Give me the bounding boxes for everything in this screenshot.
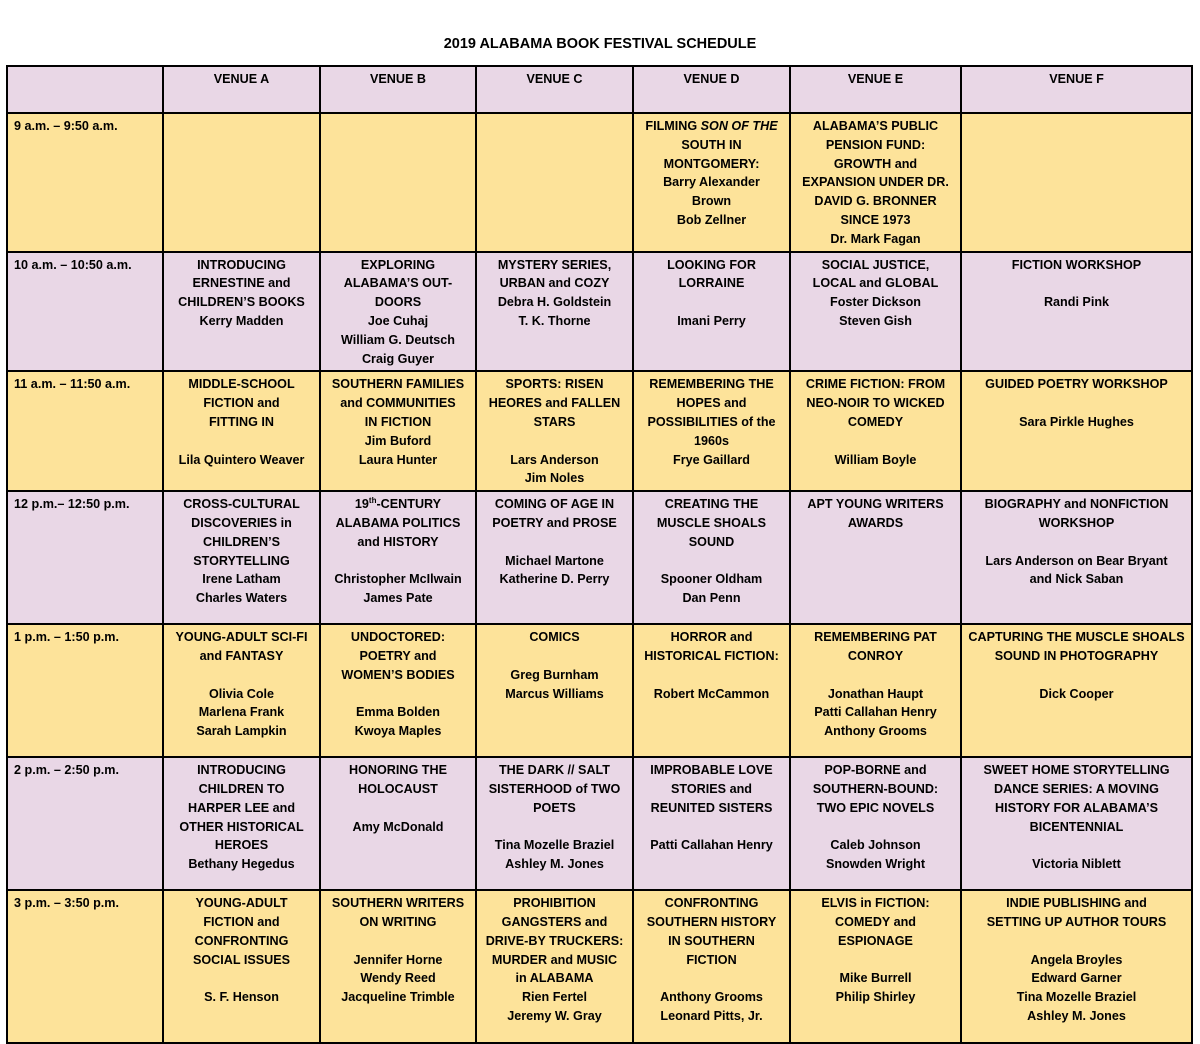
time-slot-cell: 10 a.m. – 10:50 a.m. <box>7 252 163 372</box>
session-line: URBAN and COZY <box>499 276 610 291</box>
schedule-row <box>7 890 1192 1043</box>
session-line: COMEDY and <box>835 914 916 929</box>
session-line: MURDER and MUSIC <box>491 952 618 967</box>
header-row <box>7 66 1192 113</box>
session-line: Kwoya Maples <box>354 724 442 739</box>
session-line: and Nick Saban <box>1029 572 1124 587</box>
session-line: COMEDY <box>847 414 904 429</box>
session-cell <box>163 890 320 1043</box>
session-line <box>638 969 785 988</box>
session-line: Irene Latham <box>202 572 281 587</box>
session-line: COMICS <box>529 630 580 645</box>
session-line: SWEET HOME STORYTELLING <box>983 763 1170 778</box>
session-line: SOUND IN PHOTOGRAPHY <box>994 648 1159 663</box>
session-line: Olivia Cole <box>208 686 275 701</box>
session-line: Marcus Williams <box>505 686 604 701</box>
venue-header: VENUE F <box>961 66 1192 113</box>
session-line <box>966 274 1187 293</box>
session-line: YOUNG-ADULT SCI-FI <box>175 630 308 645</box>
session-line: and FANTASY <box>199 648 284 663</box>
session-line: Charles Waters <box>195 591 288 606</box>
session-line: Randi Pink <box>1043 295 1110 310</box>
session-line: POETRY and PROSE <box>492 515 617 530</box>
session-line: Frye Gaillard <box>673 452 750 467</box>
session-line: SISTERHOOD of TWO <box>488 781 621 796</box>
session-line: BICENTENNIAL <box>1029 819 1124 834</box>
session-line: DISCOVERIES in <box>191 515 292 530</box>
session-line: DRIVE-BY TRUCKERS: <box>485 933 624 948</box>
session-line: Greg Burnham <box>510 667 599 682</box>
session-line: in ALABAMA <box>515 971 594 986</box>
session-line: Lars Anderson on Bear Bryant <box>985 553 1168 568</box>
session-line: CROSS-CULTURAL <box>183 497 300 512</box>
session-line: GROWTH and <box>833 156 918 171</box>
session-line: NEO-NOIR TO WICKED <box>806 396 945 411</box>
session-cell <box>476 252 633 372</box>
session-line: Wendy Reed <box>360 971 436 986</box>
session-cell <box>961 371 1192 491</box>
session-cell <box>163 113 320 252</box>
session-line: TWO EPIC NOVELS <box>816 800 935 815</box>
schedule-table <box>6 65 1193 1044</box>
session-line: WOMEN’S BODIES <box>341 667 455 682</box>
session-line: THE DARK // SALT <box>498 763 610 778</box>
session-cell <box>163 491 320 624</box>
session-line <box>168 666 315 685</box>
session-cell <box>163 371 320 491</box>
session-line: POSSIBILITIES of the <box>647 414 776 429</box>
session-line: Foster Dickson <box>830 295 921 310</box>
session-line: CHILDREN TO <box>198 781 285 796</box>
session-line: LORRAINE <box>678 276 745 291</box>
session-cell <box>961 491 1192 624</box>
session-line: Lila Quintero Weaver <box>178 452 305 467</box>
session-line: HISTORY FOR ALABAMA’S <box>994 800 1159 815</box>
session-line: HEORES and FALLEN <box>488 396 621 411</box>
session-line: POP-BORNE and <box>824 763 927 778</box>
session-line: REUNITED SISTERS <box>650 800 773 815</box>
session-cell <box>961 252 1192 372</box>
venue-header: VENUE D <box>633 66 790 113</box>
session-line: CREATING THE <box>664 497 759 512</box>
session-line: Dan Penn <box>682 591 741 606</box>
session-cell <box>476 113 633 252</box>
session-line: REMEMBERING PAT <box>814 630 937 645</box>
session-line: Imani Perry <box>677 313 746 328</box>
session-line: GUIDED POETRY WORKSHOP <box>985 377 1168 392</box>
session-line: Spooner Oldham <box>660 572 763 587</box>
session-line: DANCE SERIES: A MOVING <box>994 781 1159 796</box>
session-line: Sarah Lampkin <box>196 724 287 739</box>
session-line: PROHIBITION <box>513 896 596 911</box>
session-line: POETRY and <box>359 648 437 663</box>
session-line: SOUTHERN HISTORY <box>646 914 777 929</box>
session-line: Lars Anderson <box>510 452 599 467</box>
session-cell <box>790 890 961 1043</box>
session-line: OTHER HISTORICAL <box>179 819 304 834</box>
session-cell <box>476 757 633 890</box>
session-line: APT YOUNG WRITERS <box>807 497 944 512</box>
session-line: and HISTORY <box>357 534 439 549</box>
session-line <box>638 552 785 571</box>
session-line: IN FICTION <box>364 414 432 429</box>
session-line: Marlena Frank <box>198 705 285 720</box>
schedule-row <box>7 252 1192 372</box>
page-title: 2019 ALABAMA BOOK FESTIVAL SCHEDULE <box>443 36 757 52</box>
session-line: Edward Garner <box>1031 971 1122 986</box>
session-line <box>795 666 956 685</box>
session-cell <box>320 890 476 1043</box>
session-line: GANGSTERS and <box>501 914 608 929</box>
session-line: Amy McDonald <box>352 819 444 834</box>
session-line: MONTGOMERY: <box>663 156 760 171</box>
session-line: FICTION WORKSHOP <box>1011 257 1142 272</box>
session-line: AWARDS <box>847 515 904 530</box>
time-slot-cell: 1 p.m. – 1:50 p.m. <box>7 624 163 757</box>
session-text: 19 <box>354 497 369 512</box>
session-line: Jacqueline Trimble <box>341 990 455 1005</box>
session-line: Barry Alexander <box>663 175 760 190</box>
session-line <box>325 932 471 951</box>
session-line: Sara Pirkle Hughes <box>1019 414 1134 429</box>
session-line: Jeremy W. Gray <box>507 1008 602 1023</box>
session-line: YOUNG-ADULT <box>195 896 288 911</box>
schedule-row <box>7 371 1192 491</box>
session-cell <box>633 757 790 890</box>
session-line: Christopher McIlwain <box>334 572 462 587</box>
session-line: Brown <box>691 194 732 209</box>
session-line: UNDOCTORED: <box>350 630 446 645</box>
session-line: Ashley M. Jones <box>505 857 604 872</box>
session-line: T. K. Thorne <box>518 313 591 328</box>
session-line: Tina Mozelle Braziel <box>1016 990 1137 1005</box>
session-cell <box>476 890 633 1043</box>
session-cell <box>163 624 320 757</box>
session-line: Debra H. Goldstein <box>497 295 612 310</box>
session-cell <box>633 371 790 491</box>
session-line: CONFRONTING <box>664 896 759 911</box>
session-line: HOPES and <box>676 396 747 411</box>
session-line: MIDDLE-SCHOOL <box>188 377 295 392</box>
session-line: IN SOUTHERN <box>668 933 755 948</box>
session-line: Kerry Madden <box>199 313 284 328</box>
session-line: COMING OF AGE IN <box>494 497 615 512</box>
session-line: Jonathan Haupt <box>827 686 924 701</box>
session-cell <box>476 624 633 757</box>
schedule-row <box>7 113 1192 252</box>
session-line: Mike Burrell <box>839 971 912 986</box>
session-cell <box>163 757 320 890</box>
session-line: CRIME FICTION: FROM <box>805 377 946 392</box>
session-line: ESPIONAGE <box>838 933 913 948</box>
session-line: Patti Callahan Henry <box>814 705 937 720</box>
session-line <box>325 685 471 704</box>
session-line: HISTORICAL FICTION: <box>644 648 779 663</box>
session-line: Patti Callahan Henry <box>650 838 773 853</box>
session-cell <box>476 371 633 491</box>
session-line: Snowden Wright <box>825 857 926 872</box>
session-line: Anthony Grooms <box>824 724 927 739</box>
session-line <box>795 432 956 451</box>
session-line <box>481 533 628 552</box>
session-line <box>481 432 628 451</box>
session-line: Philip Shirley <box>835 990 916 1005</box>
session-cell <box>790 371 961 491</box>
session-line: SOCIAL JUSTICE, <box>821 257 930 272</box>
session-line: INTRODUCING <box>197 763 286 778</box>
session-line: Leonard Pitts, Jr. <box>660 1008 763 1023</box>
session-text: -CENTURY <box>376 497 442 512</box>
session-line: SON OF THE <box>700 119 778 133</box>
session-line: Dr. Mark Fagan <box>830 231 921 246</box>
session-line <box>481 647 628 666</box>
session-line: STARS <box>533 414 576 429</box>
session-line: CONROY <box>847 648 904 663</box>
session-line: SINCE 1973 <box>840 212 911 227</box>
session-cell <box>320 757 476 890</box>
session-cell <box>320 371 476 491</box>
session-line: Jim Noles <box>524 471 585 486</box>
session-cell <box>633 890 790 1043</box>
session-line: William Boyle <box>834 452 917 467</box>
schedule-row <box>7 757 1192 890</box>
session-cell <box>790 757 961 890</box>
session-line: DOORS <box>374 295 422 310</box>
session-cell <box>961 757 1192 890</box>
session-line: 1960s <box>693 433 730 448</box>
time-slot-cell: 11 a.m. – 11:50 a.m. <box>7 371 163 491</box>
session-cell <box>790 252 961 372</box>
session-line: FITTING IN <box>208 414 275 429</box>
session-line: CONFRONTING <box>194 933 289 948</box>
session-line: INDIE PUBLISHING and <box>1006 896 1147 911</box>
session-line: HORROR and <box>670 630 753 645</box>
session-line <box>795 818 956 837</box>
session-line: ELVIS in FICTION: <box>821 896 930 911</box>
session-line: HARPER LEE and <box>187 800 296 815</box>
session-line: EXPLORING <box>360 257 436 272</box>
header-corner-cell <box>7 66 163 113</box>
session-line: Steven Gish <box>839 313 912 328</box>
session-line: Tina Mozelle Braziel <box>494 838 615 853</box>
venue-header: VENUE C <box>476 66 633 113</box>
session-line <box>966 394 1187 413</box>
session-line: IMPROBABLE LOVE <box>650 763 773 778</box>
session-line: LOOKING FOR <box>667 257 756 272</box>
session-line: DAVID G. BRONNER <box>814 194 937 209</box>
session-line: STORYTELLING <box>193 553 290 568</box>
session-line: PENSION FUND: <box>825 137 926 152</box>
session-cell <box>633 624 790 757</box>
session-line: SOUTHERN-BOUND: <box>812 781 939 796</box>
session-line: CAPTURING THE MUSCLE SHOALS <box>968 630 1185 645</box>
session-line <box>795 951 956 970</box>
session-line: FICTION and <box>203 396 280 411</box>
session-cell <box>961 624 1192 757</box>
venue-header: VENUE E <box>790 66 961 113</box>
session-cell <box>320 113 476 252</box>
session-line <box>325 799 471 818</box>
time-slot-cell: 9 a.m. – 9:50 a.m. <box>7 113 163 252</box>
session-line <box>966 533 1187 552</box>
session-line: ALABAMA’S PUBLIC <box>812 119 939 133</box>
session-line: Jim Buford <box>364 433 432 448</box>
session-line: CHILDREN’S <box>203 534 280 549</box>
session-line: Michael Martone <box>505 553 604 568</box>
session-line: LOCAL and GLOBAL <box>812 276 939 291</box>
session-line: William G. Deutsch <box>341 332 455 347</box>
session-line: Emma Bolden <box>356 705 440 720</box>
session-line <box>638 818 785 837</box>
session-line: SOUND <box>688 534 735 549</box>
session-line: S. F. Henson <box>204 990 279 1005</box>
session-line: Rien Fertel <box>521 990 588 1005</box>
session-line: ON WRITING <box>359 914 437 929</box>
session-line: ERNESTINE and <box>192 276 291 291</box>
session-line: FICTION and <box>203 914 280 929</box>
session-line: SOUTHERN WRITERS <box>331 896 465 911</box>
session-line: WORKSHOP <box>1038 515 1115 530</box>
session-line: CHILDREN’S BOOKS <box>178 295 305 310</box>
session-line <box>638 666 785 685</box>
session-cell <box>790 624 961 757</box>
session-line: Katherine D. Perry <box>499 572 610 587</box>
session-line: MUSCLE SHOALS <box>656 515 767 530</box>
session-cell <box>476 491 633 624</box>
session-line <box>638 293 785 312</box>
session-line: FICTION <box>686 952 737 967</box>
time-slot-cell: 12 p.m.– 12:50 p.m. <box>7 491 163 624</box>
session-line: Joe Cuhaj <box>367 313 429 328</box>
session-cell <box>633 113 790 252</box>
time-slot-cell: 2 p.m. – 2:50 p.m. <box>7 757 163 890</box>
session-line: MYSTERY SERIES, <box>497 257 612 272</box>
session-line <box>325 552 471 571</box>
session-cell <box>633 252 790 372</box>
venue-header: VENUE B <box>320 66 476 113</box>
session-line: Robert McCammon <box>653 686 770 701</box>
session-line: STORIES and <box>671 781 752 796</box>
session-line <box>966 932 1187 951</box>
session-line: ALABAMA POLITICS <box>335 515 461 530</box>
session-line: FILMING <box>645 119 701 133</box>
session-line: SPORTS: RISEN <box>505 377 604 392</box>
session-cell <box>320 252 476 372</box>
session-line: HONORING THE <box>349 763 447 778</box>
session-line <box>325 495 471 514</box>
session-line: SOUTH IN <box>681 137 742 152</box>
session-line: SOUTHERN FAMILIES <box>331 377 465 392</box>
session-line: HOLOCAUST <box>358 781 438 796</box>
session-cell <box>633 491 790 624</box>
session-line <box>966 666 1187 685</box>
session-line: Craig Guyer <box>361 351 435 366</box>
session-cell <box>163 252 320 372</box>
session-line: Ashley M. Jones <box>1027 1008 1126 1023</box>
session-line <box>168 432 315 451</box>
venue-header: VENUE A <box>163 66 320 113</box>
session-line: SETTING UP AUTHOR TOURS <box>986 914 1167 929</box>
session-line: HEROES <box>214 838 269 853</box>
schedule-row <box>7 624 1192 757</box>
session-line: SOCIAL ISSUES <box>192 952 291 967</box>
session-line: Jennifer Horne <box>353 952 443 967</box>
session-cell <box>320 491 476 624</box>
session-cell <box>961 890 1192 1043</box>
schedule-row <box>7 491 1192 624</box>
session-line: Laura Hunter <box>358 452 438 467</box>
session-line: Bethany Hegedus <box>188 857 295 872</box>
session-line: James Pate <box>363 591 433 606</box>
session-line: Caleb Johnson <box>830 838 921 853</box>
session-cell <box>961 113 1192 252</box>
session-line: INTRODUCING <box>197 257 286 272</box>
session-cell <box>320 624 476 757</box>
session-line: BIOGRAPHY and NONFICTION <box>984 497 1169 512</box>
session-line: POETS <box>533 800 576 815</box>
time-slot-cell: 3 p.m. – 3:50 p.m. <box>7 890 163 1043</box>
superscript-text: th <box>368 495 377 505</box>
session-line <box>168 969 315 988</box>
session-line: ALABAMA’S OUT- <box>343 276 453 291</box>
session-line: Angela Broyles <box>1030 952 1123 967</box>
session-line: REMEMBERING THE <box>649 377 774 392</box>
session-line: EXPANSION UNDER DR. <box>802 175 949 190</box>
session-line: Anthony Grooms <box>660 990 763 1005</box>
session-line: Dick Cooper <box>1039 686 1114 701</box>
session-line: Victoria Niblett <box>1032 857 1121 872</box>
session-line <box>481 818 628 837</box>
session-line: Bob Zellner <box>676 212 747 227</box>
session-cell <box>790 491 961 624</box>
session-line: and COMMUNITIES <box>340 396 456 411</box>
session-line <box>966 836 1187 855</box>
session-cell <box>790 113 961 252</box>
